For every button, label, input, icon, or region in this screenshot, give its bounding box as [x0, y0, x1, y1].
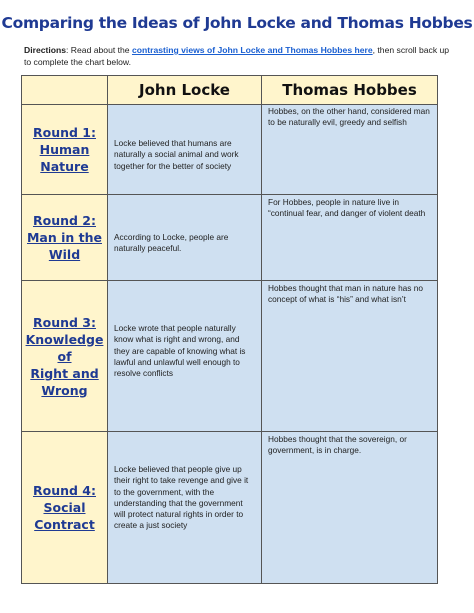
- round-2-line-2: Man in the: [26, 230, 102, 245]
- hobbes-social-contract[interactable]: [262, 432, 438, 584]
- directions-text-after: , then scroll back up to complete the chart below.: [24, 45, 450, 67]
- directions-text-before: : Read about the: [66, 45, 132, 55]
- locke-knowledge[interactable]: [108, 281, 262, 432]
- locke-man-in-wild-text: According to Locke, people are naturally peaceful.: [114, 232, 229, 254]
- round-1-line-3: Nature: [40, 159, 89, 174]
- directions: [24, 44, 454, 68]
- comparison-chart: [21, 75, 438, 584]
- header-blank-cell: [22, 76, 108, 105]
- hobbes-human-nature[interactable]: [262, 105, 438, 195]
- round-4-line-1: Round 4:: [32, 483, 96, 498]
- round-3-label: [22, 281, 108, 432]
- header-hobbes: Thomas Hobbes: [262, 76, 438, 105]
- row-man-in-wild: [22, 195, 438, 281]
- round-1-line-1: Round 1:: [32, 125, 96, 140]
- hobbes-human-nature-text: Hobbes, on the other hand, considered man to be naturally evil, greedy and selfish: [268, 106, 430, 128]
- round-3-line-3: Right and: [30, 365, 99, 381]
- contrasting-views-link[interactable]: contrasting views of John Locke and Thomas Hobbes here: [131, 45, 373, 55]
- round-2-label: [22, 195, 108, 281]
- locke-man-in-wild[interactable]: [108, 195, 262, 281]
- hobbes-knowledge[interactable]: [262, 281, 438, 432]
- header-row: [22, 76, 438, 105]
- round-1-line-2: Human: [39, 142, 90, 157]
- round-4-label: [22, 432, 108, 584]
- round-2-line-3: Wild: [48, 247, 81, 262]
- round-3-line-4: Wrong: [41, 382, 88, 398]
- header-locke: John Locke: [108, 76, 262, 105]
- round-1-label: [22, 105, 108, 195]
- round-4-line-2: Social: [43, 500, 86, 515]
- hobbes-social-contract-text: Hobbes thought that the sovereign, or government, is in charge.: [268, 434, 407, 456]
- locke-social-contract-text: Locke believed that people give up their right to take revenge and give it to the government, with the understanding that the government will protect natural rights in order to create a just society: [114, 464, 249, 531]
- hobbes-knowledge-text: Hobbes thought that man in nature has no concept of what is “his” and what isn’t: [268, 283, 423, 305]
- hobbes-man-in-wild-text: For Hobbes, people in nature live in “continual fear, and danger of violent death: [268, 197, 426, 219]
- locke-human-nature[interactable]: [108, 105, 262, 195]
- locke-human-nature-text: Locke believed that humans are naturally a social animal and work together for the better of society: [114, 138, 239, 171]
- round-3-line-2: Knowledge of: [25, 331, 104, 364]
- directions-label: Directions: [24, 45, 67, 55]
- row-social-contract: [22, 432, 438, 584]
- round-2-line-1: Round 2:: [32, 213, 96, 228]
- row-knowledge: [22, 281, 438, 432]
- round-4-line-3: Contract: [34, 517, 95, 532]
- page-title: Comparing the Ideas of John Locke and Thomas Hobbes: [1, 14, 473, 32]
- row-human-nature: [22, 105, 438, 195]
- locke-social-contract[interactable]: [108, 432, 262, 584]
- round-3-line-1: Round 3:: [32, 314, 96, 330]
- hobbes-man-in-wild[interactable]: [262, 195, 438, 281]
- locke-knowledge-text: Locke wrote that people naturally know what is right and wrong, and they are capable of knowing what is lawful and unlawful well enough to resolve conflicts: [114, 323, 246, 379]
